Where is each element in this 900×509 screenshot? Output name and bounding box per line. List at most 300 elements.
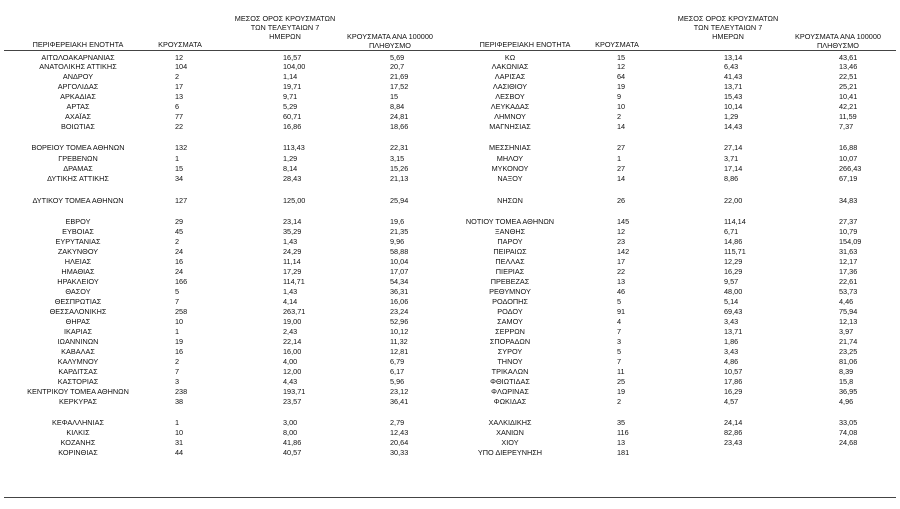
table-row — [0, 287, 900, 296]
cell-per: 23,24 — [390, 307, 409, 316]
cell-cases: 145 — [617, 217, 630, 226]
cell-region: ΠΑΡΟΥ — [497, 237, 523, 246]
cell-cases: 258 — [175, 307, 188, 316]
cell-avg: 14,86 — [724, 237, 743, 246]
cell-region: ΠΙΕΡΙΑΣ — [495, 267, 525, 276]
cell-cases: 46 — [617, 287, 626, 296]
cell-avg: 40,57 — [283, 448, 302, 457]
cell-region: ΘΑΣΟΥ — [65, 287, 91, 296]
cell-per: 5,96 — [390, 377, 405, 386]
footer-rule — [4, 497, 896, 498]
cell-per: 13,46 — [839, 62, 858, 71]
cell-per: 6,79 — [390, 357, 405, 366]
cell-region: ΤΡΙΚΑΛΩΝ — [491, 367, 529, 376]
table-row — [0, 448, 900, 457]
cell-avg: 14,43 — [724, 122, 743, 131]
cell-cases: 4 — [617, 317, 622, 326]
cell-cases: 2 — [175, 72, 180, 81]
cell-region: ΧΑΛΚΙΔΙΚΗΣ — [488, 418, 532, 427]
table-row — [0, 217, 900, 226]
cell-per: 5,69 — [390, 53, 405, 62]
cell-avg: 41,43 — [724, 72, 743, 81]
cell-region: ΘΗΡΑΣ — [65, 317, 91, 326]
cell-per: 21,69 — [390, 72, 409, 81]
cell-per: 15,26 — [390, 164, 409, 173]
cell-region: ΔΥΤΙΚΟΥ ΤΟΜΕΑ ΑΘΗΝΩΝ — [32, 196, 124, 205]
cell-avg: 19,71 — [283, 82, 302, 91]
table-row — [0, 112, 900, 121]
cell-avg: 48,00 — [724, 287, 743, 296]
cell-per: 4,96 — [839, 397, 854, 406]
table-row — [0, 438, 900, 447]
cell-region: ΚΕΝΤΡΙΚΟΥ ΤΟΜΕΑ ΑΘΗΝΩΝ — [27, 387, 129, 396]
cell-region: ΛΑΡΙΣΑΣ — [494, 72, 526, 81]
table-row — [0, 277, 900, 286]
cell-region: ΛΗΜΝΟΥ — [494, 112, 526, 121]
cell-cases: 7 — [617, 357, 622, 366]
cell-cases: 26 — [617, 196, 626, 205]
cell-per: 67,19 — [839, 174, 858, 183]
cell-cases: 9 — [617, 92, 622, 101]
cell-avg: 9,71 — [283, 92, 298, 101]
cell-per: 8,84 — [390, 102, 405, 111]
cell-cases: 77 — [175, 112, 184, 121]
cell-avg: 4,57 — [724, 397, 739, 406]
cell-per: 36,41 — [390, 397, 409, 406]
table-row — [0, 82, 900, 91]
cell-cases: 104 — [175, 62, 188, 71]
table-row — [0, 297, 900, 306]
cell-avg: 16,29 — [724, 387, 743, 396]
cell-avg: 6,43 — [724, 62, 739, 71]
cell-per: 3,15 — [390, 154, 405, 163]
cell-region: ΗΛΕΙΑΣ — [64, 257, 92, 266]
cell-per: 154,09 — [839, 237, 862, 246]
cell-cases: 5 — [617, 297, 622, 306]
cell-cases: 132 — [175, 143, 188, 152]
cell-per: 21,13 — [390, 174, 409, 183]
cell-cases: 3 — [175, 377, 180, 386]
table-row — [0, 62, 900, 71]
cell-per: 24,81 — [390, 112, 409, 121]
cell-per: 21,35 — [390, 227, 409, 236]
cell-per: 10,04 — [390, 257, 409, 266]
cell-region: ΑΧΑΪΑΣ — [64, 112, 91, 121]
cell-region: ΘΕΣΣΑΛΟΝΙΚΗΣ — [49, 307, 107, 316]
table-row — [0, 164, 900, 173]
header-region-left: ΠΕΡΙΦΕΡΕΙΑΚΗ ΕΝΟΤΗΤΑ — [32, 40, 124, 49]
cell-per: 16,06 — [390, 297, 409, 306]
cell-avg: 8,86 — [724, 174, 739, 183]
cell-per: 22,51 — [839, 72, 858, 81]
cell-cases: 5 — [617, 347, 622, 356]
cell-avg: 4,86 — [724, 357, 739, 366]
cell-avg: 13,14 — [724, 53, 743, 62]
cell-region: ΑΙΤΩΛΟΑΚΑΡΝΑΝΙΑΣ — [41, 53, 115, 62]
cell-avg: 1,43 — [283, 237, 298, 246]
cell-avg: 5,29 — [283, 102, 298, 111]
cell-per: 266,43 — [839, 164, 862, 173]
cell-avg: 9,57 — [724, 277, 739, 286]
cell-avg: 23,43 — [724, 438, 743, 447]
table-row — [0, 237, 900, 246]
cell-region: ΚΙΛΚΙΣ — [66, 428, 90, 437]
table-row — [0, 367, 900, 376]
cell-cases: 238 — [175, 387, 188, 396]
cell-region: ΚΕΡΚΥΡΑΣ — [58, 397, 98, 406]
cell-region: ΘΕΣΠΡΩΤΙΑΣ — [54, 297, 102, 306]
cell-avg: 10,14 — [724, 102, 743, 111]
table-row — [0, 72, 900, 81]
cell-avg: 13,71 — [724, 327, 743, 336]
cell-cases: 1 — [175, 327, 180, 336]
cell-region: ΜΥΚΟΝΟΥ — [491, 164, 529, 173]
table-row — [0, 227, 900, 236]
cell-per: 20,64 — [390, 438, 409, 447]
cell-per: 16,88 — [839, 143, 858, 152]
cell-per: 15,8 — [839, 377, 854, 386]
header-avg-line2: ΤΩΝ ΤΕΛΕΥΤΑΙΩΝ 7 — [250, 23, 320, 32]
cell-avg: 17,86 — [724, 377, 743, 386]
cell-per: 10,07 — [839, 154, 858, 163]
cell-region: ΡΕΘΥΜΝΟΥ — [489, 287, 531, 296]
header-per-left — [340, 32, 440, 50]
header-cases-right: ΚΡΟΥΣΜΑΤΑ — [595, 40, 639, 49]
cell-per: 10,41 — [839, 92, 858, 101]
cell-per: 11,32 — [390, 337, 408, 346]
cell-per: 9,96 — [390, 237, 405, 246]
cell-cases: 91 — [617, 307, 626, 316]
cell-region: ΙΚΑΡΙΑΣ — [63, 327, 93, 336]
cell-per: 15 — [390, 92, 399, 101]
header-avg-line2: ΤΩΝ ΤΕΛΕΥΤΑΙΩΝ 7 — [693, 23, 763, 32]
table-row — [0, 307, 900, 316]
cell-region: ΕΥΒΟΙΑΣ — [62, 227, 94, 236]
cell-per: 22,61 — [839, 277, 858, 286]
table-row — [0, 357, 900, 366]
cell-cases: 19 — [617, 82, 626, 91]
cell-region: ΛΕΥΚΑΔΑΣ — [490, 102, 530, 111]
cell-cases: 31 — [175, 438, 184, 447]
cell-avg: 12,00 — [283, 367, 302, 376]
cell-cases: 12 — [617, 227, 626, 236]
cell-region: ΣΑΜΟΥ — [497, 317, 523, 326]
cell-cases: 27 — [617, 164, 626, 173]
cell-per: 11,59 — [839, 112, 857, 121]
cell-per: 34,83 — [839, 196, 858, 205]
cell-cases: 116 — [617, 428, 629, 437]
header-avg-line1: ΜΕΣΟΣ ΟΡΟΣ ΚΡΟΥΣΜΑΤΩΝ — [234, 14, 336, 23]
cell-per: 54,34 — [390, 277, 409, 286]
cell-avg: 3,00 — [283, 418, 298, 427]
cell-region: ΡΟΔΟΥ — [497, 307, 523, 316]
table-row — [0, 102, 900, 111]
cell-per: 7,37 — [839, 122, 854, 131]
cell-avg: 10,57 — [724, 367, 743, 376]
header-region-right: ΠΕΡΙΦΕΡΕΙΑΚΗ ΕΝΟΤΗΤΑ — [479, 40, 571, 49]
cell-region: ΑΝΑΤΟΛΙΚΗΣ ΑΤΤΙΚΗΣ — [39, 62, 117, 71]
cell-avg: 22,00 — [724, 196, 743, 205]
header-avg-line1: ΜΕΣΟΣ ΟΡΟΣ ΚΡΟΥΣΜΑΤΩΝ — [677, 14, 779, 23]
cell-per: 10,79 — [839, 227, 858, 236]
cell-cases: 17 — [617, 257, 626, 266]
cell-region: ΚΑΒΑΛΑΣ — [61, 347, 95, 356]
cell-cases: 10 — [175, 317, 184, 326]
header-per-line2: ΠΛΗΘΥΣΜΟ — [369, 41, 411, 50]
table-row — [0, 92, 900, 101]
cell-cases: 10 — [617, 102, 626, 111]
cell-per: 42,21 — [839, 102, 858, 111]
cell-region: ΚΕΦΑΛΛΗΝΙΑΣ — [52, 418, 104, 427]
cell-cases: 24 — [175, 267, 184, 276]
cell-region: ΑΡΤΑΣ — [66, 102, 90, 111]
cell-per: 23,12 — [390, 387, 409, 396]
cell-per: 33,05 — [839, 418, 858, 427]
cell-region: ΣΥΡΟΥ — [497, 347, 523, 356]
cell-region: ΗΡΑΚΛΕΙΟΥ — [57, 277, 99, 286]
cell-avg: 4,43 — [283, 377, 298, 386]
cell-per: 24,68 — [839, 438, 858, 447]
cell-per: 52,96 — [390, 317, 409, 326]
cell-avg: 8,14 — [283, 164, 298, 173]
cell-cases: 35 — [617, 418, 626, 427]
cell-per: 17,36 — [839, 267, 858, 276]
cell-region: ΦΩΚΙΔΑΣ — [493, 397, 527, 406]
table-row — [0, 397, 900, 406]
cell-per: 58,88 — [390, 247, 409, 256]
cell-cases: 6 — [175, 102, 180, 111]
cell-cases: 14 — [617, 122, 626, 131]
cell-per: 2,79 — [390, 418, 405, 427]
cell-cases: 1 — [175, 418, 180, 427]
cell-region: ΠΕΙΡΑΙΩΣ — [493, 247, 527, 256]
cell-region: ΣΕΡΡΩΝ — [495, 327, 525, 336]
cell-cases: 1 — [175, 154, 180, 163]
cell-region: ΡΟΔΟΠΗΣ — [492, 297, 528, 306]
cell-region: ΝΑΞΟΥ — [497, 174, 523, 183]
cell-avg: 125,00 — [283, 196, 306, 205]
cell-region: ΔΥΤΙΚΗΣ ΑΤΤΙΚΗΣ — [47, 174, 109, 183]
cell-region: ΚΟΖΑΝΗΣ — [60, 438, 96, 447]
cell-per: 43,61 — [839, 53, 858, 62]
cell-per: 12,81 — [390, 347, 409, 356]
cell-cases: 29 — [175, 217, 184, 226]
cell-avg: 13,71 — [724, 82, 743, 91]
cell-cases: 142 — [617, 247, 630, 256]
cell-region: ΧΑΝΙΩΝ — [496, 428, 524, 437]
cell-avg: 60,71 — [283, 112, 302, 121]
cell-region: ΦΛΩΡΙΝΑΣ — [491, 387, 529, 396]
cell-cases: 181 — [617, 448, 630, 457]
cell-per: 36,95 — [839, 387, 858, 396]
table-row — [0, 337, 900, 346]
header-rule — [4, 50, 896, 51]
cell-avg: 1,43 — [283, 287, 298, 296]
cell-per: 22,31 — [390, 143, 409, 152]
cell-cases: 166 — [175, 277, 188, 286]
cell-avg: 16,29 — [724, 267, 743, 276]
cell-cases: 25 — [617, 377, 626, 386]
cell-cases: 19 — [175, 337, 184, 346]
cell-avg: 27,14 — [724, 143, 743, 152]
cell-per: 17,52 — [390, 82, 409, 91]
cell-avg: 1,14 — [283, 72, 298, 81]
table-row — [0, 418, 900, 427]
cell-avg: 23,57 — [283, 397, 302, 406]
cell-per: 3,97 — [839, 327, 854, 336]
cell-cases: 27 — [617, 143, 626, 152]
cell-avg: 1,29 — [724, 112, 739, 121]
cell-region: ΣΠΟΡΑΔΩΝ — [489, 337, 531, 346]
table-row — [0, 174, 900, 183]
cell-per: 19,6 — [390, 217, 405, 226]
cell-avg: 22,14 — [283, 337, 302, 346]
cell-avg: 263,71 — [283, 307, 306, 316]
cell-per: 12,13 — [839, 317, 858, 326]
cell-avg: 82,86 — [724, 428, 743, 437]
cell-cases: 1 — [617, 154, 622, 163]
cell-region: ΠΕΛΛΑΣ — [495, 257, 525, 266]
cell-cases: 11 — [617, 367, 625, 376]
cell-region: ΒΟΙΩΤΙΑΣ — [61, 122, 95, 131]
cell-region: ΜΗΛΟΥ — [496, 154, 524, 163]
cell-avg: 11,14 — [283, 257, 301, 266]
cell-region: ΑΡΓΟΛΙΔΑΣ — [57, 82, 99, 91]
cell-avg: 3,43 — [724, 347, 739, 356]
cell-cases: 13 — [617, 438, 626, 447]
cell-cases: 22 — [175, 122, 184, 131]
cell-avg: 16,00 — [283, 347, 302, 356]
cell-avg: 15,43 — [724, 92, 743, 101]
cell-cases: 12 — [617, 62, 626, 71]
cell-region: ΔΡΑΜΑΣ — [63, 164, 93, 173]
cell-cases: 2 — [175, 357, 180, 366]
header-cases-left: ΚΡΟΥΣΜΑΤΑ — [158, 40, 202, 49]
cell-per: 8,39 — [839, 367, 854, 376]
cell-avg: 23,14 — [283, 217, 302, 226]
cell-avg: 114,71 — [283, 277, 305, 286]
cell-cases: 24 — [175, 247, 184, 256]
table-row — [0, 428, 900, 437]
table-row — [0, 143, 900, 152]
header-per-line2: ΠΛΗΘΥΣΜΟ — [817, 41, 859, 50]
cell-avg: 12,29 — [724, 257, 743, 266]
table-row — [0, 327, 900, 336]
header-per-right — [783, 32, 893, 50]
cell-cases: 45 — [175, 227, 184, 236]
cell-cases: 2 — [175, 237, 180, 246]
cell-avg: 115,71 — [724, 247, 746, 256]
cell-region: ΜΑΓΝΗΣΙΑΣ — [489, 122, 531, 131]
cell-region: ΙΩΑΝΝΙΝΩΝ — [57, 337, 99, 346]
cell-avg: 8,00 — [283, 428, 298, 437]
cell-avg: 16,57 — [283, 53, 302, 62]
cell-cases: 5 — [175, 287, 180, 296]
cell-cases: 22 — [617, 267, 626, 276]
cell-per: 30,33 — [390, 448, 409, 457]
cell-per: 20,7 — [390, 62, 405, 71]
table-row — [0, 154, 900, 163]
cell-avg: 41,86 — [283, 438, 302, 447]
cell-region: ΖΑΚΥΝΘΟΥ — [57, 247, 99, 256]
cell-cases: 15 — [175, 164, 184, 173]
cell-per: 27,37 — [839, 217, 858, 226]
cell-cases: 44 — [175, 448, 184, 457]
cell-region: ΤΗΝΟΥ — [497, 357, 523, 366]
cell-avg: 1,29 — [283, 154, 298, 163]
cell-region: ΚΩ — [504, 53, 516, 62]
cell-region: ΚΑΣΤΟΡΙΑΣ — [57, 377, 99, 386]
cell-cases: 2 — [617, 397, 622, 406]
table-row — [0, 257, 900, 266]
cell-cases: 7 — [175, 297, 180, 306]
cell-cases: 7 — [617, 327, 622, 336]
cell-avg: 17,14 — [724, 164, 743, 173]
cell-cases: 7 — [175, 367, 180, 376]
cell-region: ΓΡΕΒΕΝΩΝ — [58, 154, 98, 163]
header-avg-left — [225, 14, 345, 41]
table-row — [0, 267, 900, 276]
cell-avg: 19,00 — [283, 317, 302, 326]
cell-per: 81,06 — [839, 357, 858, 366]
cell-avg: 24,14 — [724, 418, 743, 427]
cell-avg: 24,29 — [283, 247, 302, 256]
cell-region: ΦΘΙΩΤΙΔΑΣ — [490, 377, 530, 386]
table-row — [0, 196, 900, 205]
cell-cases: 15 — [617, 53, 626, 62]
cell-avg: 28,43 — [283, 174, 302, 183]
cell-avg: 17,29 — [283, 267, 302, 276]
cell-cases: 16 — [175, 347, 184, 356]
cell-region: ΠΡΕΒΕΖΑΣ — [490, 277, 530, 286]
cell-per: 53,73 — [839, 287, 858, 296]
cell-cases: 23 — [617, 237, 626, 246]
cell-avg: 16,86 — [283, 122, 302, 131]
cell-cases: 13 — [175, 92, 184, 101]
table-row — [0, 53, 900, 62]
cell-per: 31,63 — [839, 247, 858, 256]
cell-region: ΚΟΡΙΝΘΙΑΣ — [58, 448, 98, 457]
cell-avg: 2,43 — [283, 327, 298, 336]
cell-region: ΝΗΣΩΝ — [497, 196, 523, 205]
cell-avg: 4,00 — [283, 357, 298, 366]
cell-per: 21,74 — [839, 337, 858, 346]
cell-avg: 4,14 — [283, 297, 298, 306]
cell-avg: 193,71 — [283, 387, 306, 396]
header-avg-line3: ΗΜΕΡΩΝ — [712, 32, 744, 41]
cell-region: ΝΟΤΙΟΥ ΤΟΜΕΑ ΑΘΗΝΩΝ — [465, 217, 555, 226]
cell-cases: 34 — [175, 174, 184, 183]
cell-region: ΑΡΚΑΔΙΑΣ — [60, 92, 96, 101]
cell-per: 36,31 — [390, 287, 409, 296]
cell-region: ΒΟΡΕΙΟΥ ΤΟΜΕΑ ΑΘΗΝΩΝ — [31, 143, 125, 152]
cell-cases: 17 — [175, 82, 184, 91]
cell-region: ΞΑΝΘΗΣ — [494, 227, 526, 236]
cell-per: 25,94 — [390, 196, 409, 205]
cell-region: ΕΥΡΥΤΑΝΙΑΣ — [55, 237, 101, 246]
cell-avg: 69,43 — [724, 307, 743, 316]
cell-avg: 3,71 — [724, 154, 739, 163]
table-row — [0, 377, 900, 386]
cell-cases: 14 — [617, 174, 626, 183]
cell-cases: 64 — [617, 72, 626, 81]
cell-cases: 16 — [175, 257, 184, 266]
cell-region: ΚΑΡΔΙΤΣΑΣ — [58, 367, 98, 376]
cell-region: ΚΑΛΥΜΝΟΥ — [57, 357, 99, 366]
cell-avg: 35,29 — [283, 227, 302, 236]
cell-cases: 127 — [175, 196, 188, 205]
cell-cases: 38 — [175, 397, 184, 406]
